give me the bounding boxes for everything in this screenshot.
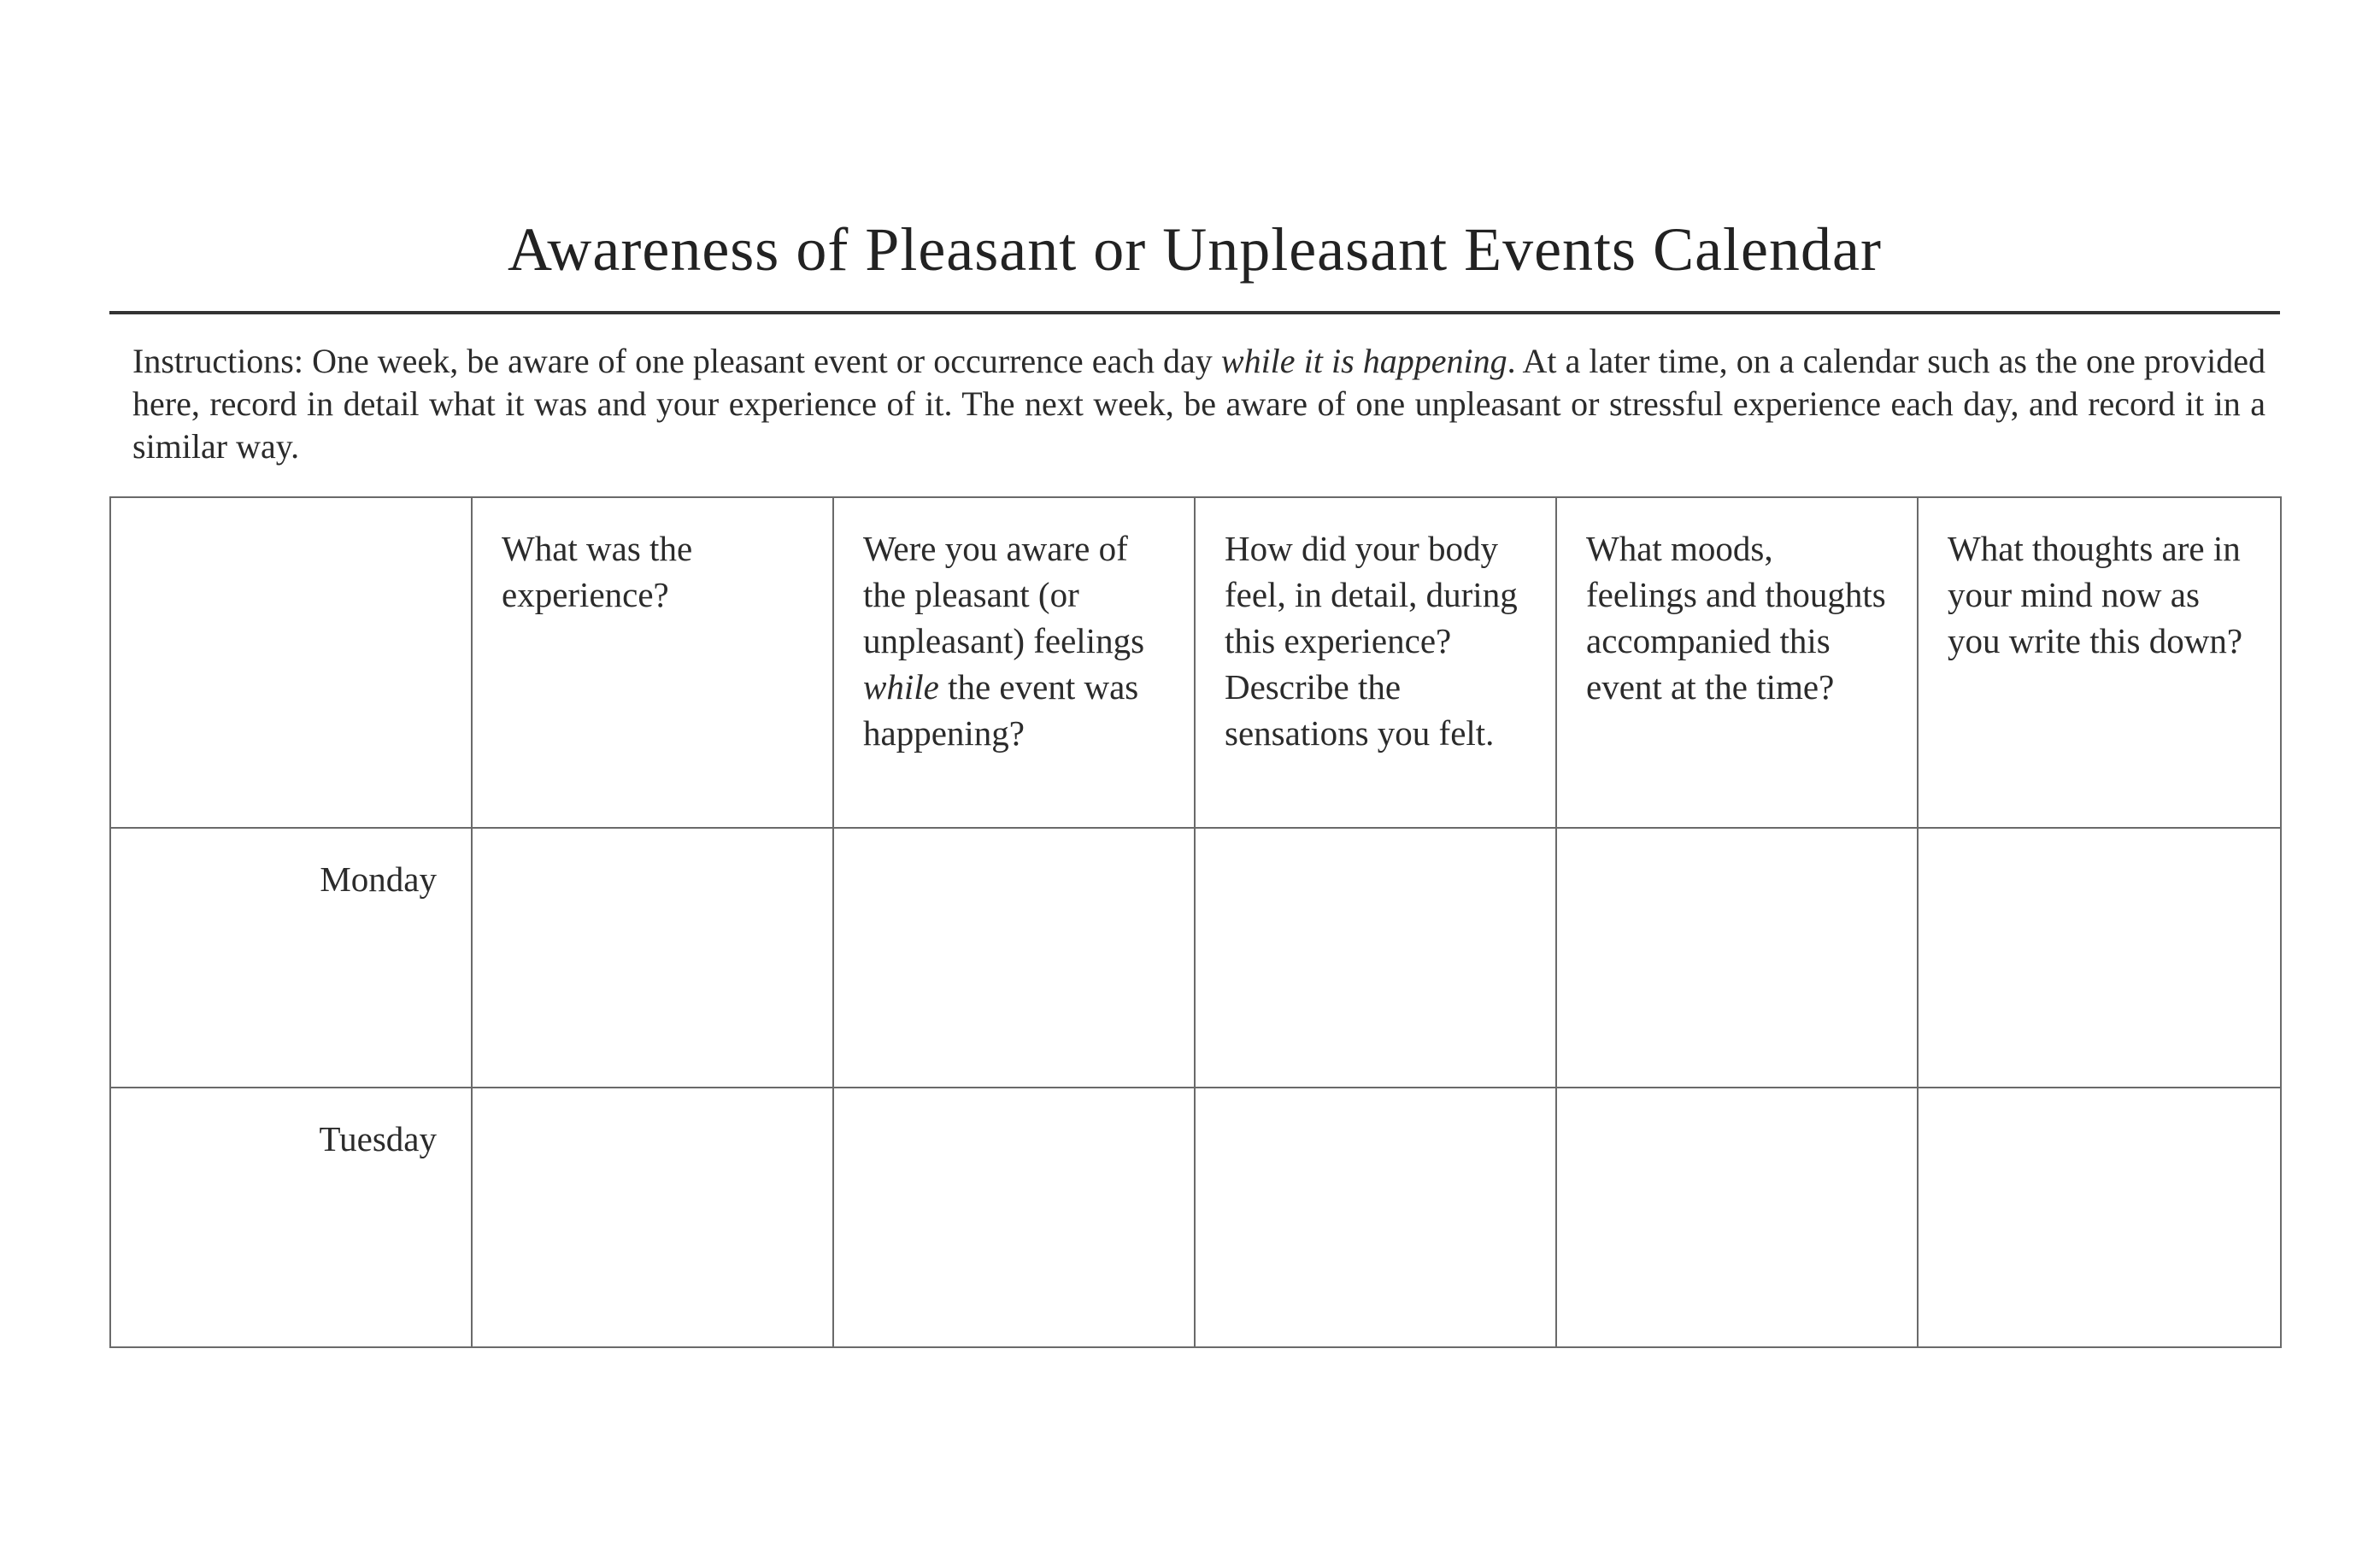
instructions-text-end: . At a later time, on a calendar such as the one provided here, record in detail what it was and your experience of it. The next week, be aware of one unpleasant or stressful experience each day, and record it in a similar way. <box>132 342 2265 466</box>
day-label-monday: Monday <box>110 828 472 1088</box>
header-aware-of-feelings <box>833 497 1195 828</box>
events-calendar-table <box>109 496 2282 1348</box>
monday-moods-cell[interactable] <box>1556 828 1918 1088</box>
header-aware-text-end: the event was happening? <box>863 667 1139 753</box>
tuesday-thoughts-cell[interactable] <box>1918 1088 2281 1347</box>
instructions-text-start: Instructions: One week, be aware of one pleasant event or occurrence each day <box>132 342 1221 380</box>
monday-aware-cell[interactable] <box>833 828 1195 1088</box>
header-aware-text-start: Were you aware of the pleasant (or unpleasant) feelings <box>863 529 1145 660</box>
table-row-tuesday <box>110 1088 2281 1347</box>
page-title: Awareness of Pleasant or Unpleasant Events Calendar <box>508 215 1882 284</box>
table-row-monday <box>110 828 2281 1088</box>
tuesday-moods-cell[interactable] <box>1556 1088 1918 1347</box>
title-divider <box>109 311 2280 314</box>
header-thoughts-now: What thoughts are in your mind now as you write this down? <box>1918 497 2281 828</box>
monday-thoughts-cell[interactable] <box>1918 828 2281 1088</box>
instructions-paragraph <box>132 340 2265 468</box>
monday-body-cell[interactable] <box>1195 828 1556 1088</box>
header-experience: What was the experience? <box>472 497 833 828</box>
tuesday-body-cell[interactable] <box>1195 1088 1556 1347</box>
header-body-sensations: How did your body feel, in detail, during this experience? Describe the sensations you felt. <box>1195 497 1556 828</box>
monday-experience-cell[interactable] <box>472 828 833 1088</box>
tuesday-experience-cell[interactable] <box>472 1088 833 1347</box>
worksheet-page <box>109 0 2280 1554</box>
header-cell-blank <box>110 497 472 828</box>
day-label-tuesday: Tuesday <box>110 1088 472 1347</box>
instructions-emphasis: while it is happening <box>1220 342 1507 380</box>
tuesday-aware-cell[interactable] <box>833 1088 1195 1347</box>
table-header-row <box>110 497 2281 828</box>
header-moods-feelings: What moods, feelings and thoughts accompanied this event at the time? <box>1556 497 1918 828</box>
header-aware-emphasis: while <box>863 667 939 707</box>
